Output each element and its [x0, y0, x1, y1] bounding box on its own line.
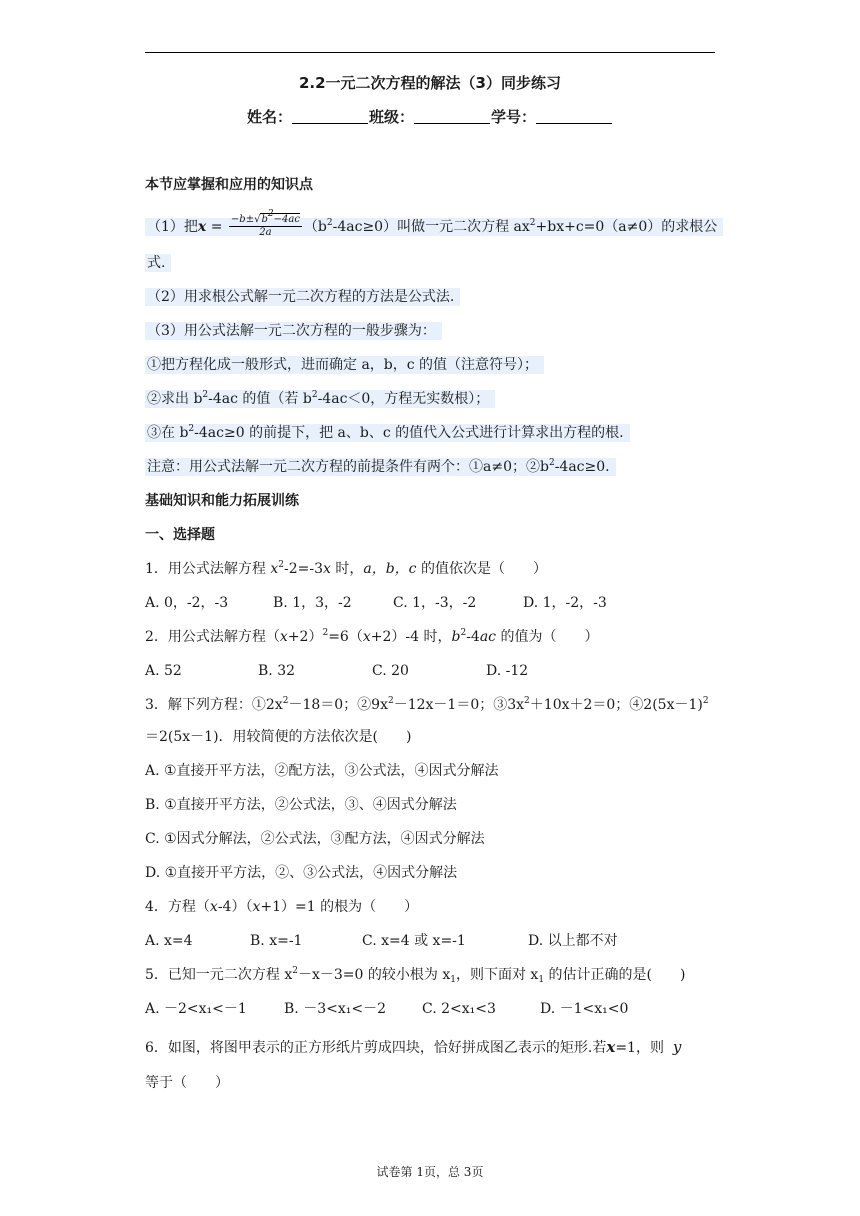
q4-option-c[interactable]: C. x=4 或 x=-1 — [362, 933, 466, 949]
q5-option-b[interactable]: B. －3<x₁<－2 — [284, 1001, 386, 1017]
knowledge-step1: ①把方程化成一般形式，进而确定 a，b，c 的值（注意符号）； — [145, 354, 544, 376]
quadratic-formula: $\frac{-b\pm√b^2-4ac}{2a}$ — [230, 209, 300, 238]
student-info — [0, 106, 860, 127]
q4-option-b[interactable]: B. x=-1 — [250, 933, 303, 949]
q2-option-a[interactable]: A. 52 — [145, 663, 182, 679]
q4-option-d[interactable]: D. 以上都不对 — [528, 933, 618, 949]
knowledge-note: 注意：用公式法解一元二次方程的前提条件有两个：①a≠0；$②b^2-4ac\ge 0$. — [145, 456, 616, 478]
q2-option-c[interactable]: C. 20 — [372, 663, 409, 679]
question-3-cont: ＝2(5x－1)．用较简便的方法依次是( ) — [145, 729, 412, 745]
knowledge-p2: （2）用求根公式解一元二次方程的方法是公式法. — [145, 286, 460, 308]
q2-option-d[interactable]: D. -12 — [486, 663, 529, 679]
name-label: 姓名： — [246, 108, 292, 126]
name-blank[interactable] — [292, 109, 368, 124]
question-2: 2．用公式法解方程$(x+2)^2=6(x+2)-4$ 时，$b^2-4ac$ 的值为（ ） — [145, 628, 599, 645]
class-label: 班级： — [368, 108, 414, 126]
section-choice-heading: 一、选择题 — [145, 527, 215, 543]
question-6: 6．如图，将图甲表示的正方形纸片剪成四块，恰好拼成图乙表示的矩形.若x=1，则 y — [145, 1038, 682, 1056]
knowledge-p1-cont: 式. — [145, 252, 171, 274]
id-blank[interactable] — [536, 109, 612, 124]
page-title: 2.2一元二次方程的解法（3）同步练习 — [298, 74, 561, 92]
question-4: 4．方程（x-4）（x+1）=1 的根为（ ） — [145, 899, 419, 915]
q5-option-a[interactable]: A. －2<x₁<－1 — [145, 1001, 247, 1017]
question-1: 1．用公式法解方程 $x^2-2=-3x$ 时，a，b，c 的值依次是（ ） — [145, 560, 547, 577]
question-3: 3．解下列方程：$①2x^2-18=0$；$②9x^2-12x-1=0$；$③3x^2+10x+2=0$；$④2(5x-1)^2$ — [145, 696, 709, 713]
id-label: 学号： — [491, 108, 537, 126]
knowledge-p3: （3）用公式法解一元二次方程的一般步骤为： — [145, 320, 442, 342]
class-blank[interactable] — [414, 109, 490, 124]
knowledge-step2: ②求出 $b^2-4ac$ 的值（若 $b^2-4ac<0$，方程无实数根）； — [145, 388, 495, 410]
page-footer: 试卷第 1页，总 3页 — [376, 1165, 484, 1179]
knowledge-step3: ③在 $b^2-4ac\ge 0$ 的前提下，把 a、b、c 的值代入公式进行计算求出方程的根. — [145, 422, 630, 444]
question-5: 5．已知一元二次方程 $x^2-x-3=0$ 的较小根为 $x_1$，则下面对 $x_1$ 的估计正确的是( ) — [145, 966, 686, 985]
q3-option-c[interactable]: C. ①因式分解法，②公式法，③配方法，④因式分解法 — [145, 831, 485, 847]
q3-option-a[interactable]: A. ①直接开平方法，②配方法，③公式法，④因式分解法 — [145, 763, 499, 779]
knowledge-p1: （1）把x = $\frac{-b\pm√b^2-4ac}{2a}$ $(b^2-4ac\ge 0)$叫做一元二次方程 $ax^2+bx+c=0(a\ne 0)$的求根公 — [145, 214, 723, 239]
top-rule — [145, 52, 715, 53]
q5-option-c[interactable]: C. 2<x₁<3 — [422, 1001, 496, 1017]
q5-option-d[interactable]: D. －1<x₁<0 — [540, 1001, 629, 1017]
q1-option-b[interactable]: B. 1，3，-2 — [273, 595, 352, 611]
q1-option-a[interactable]: A. 0，-2，-3 — [145, 595, 229, 611]
knowledge-heading: 本节应掌握和应用的知识点 — [145, 177, 313, 193]
training-heading: 基础知识和能力拓展训练 — [145, 493, 299, 509]
q1-option-c[interactable]: C. 1，-3，-2 — [393, 595, 477, 611]
q1-option-d[interactable]: D. 1，-2，-3 — [523, 595, 607, 611]
q2-option-b[interactable]: B. 32 — [258, 663, 296, 679]
q4-option-a[interactable]: A. x=4 — [145, 933, 193, 949]
q3-option-b[interactable]: B. ①直接开平方法，②公式法，③、④因式分解法 — [145, 797, 457, 813]
q3-option-d[interactable]: D. ①直接开平方法，②、③公式法，④因式分解法 — [145, 865, 458, 881]
question-6-cont: 等于（ ） — [145, 1075, 229, 1091]
